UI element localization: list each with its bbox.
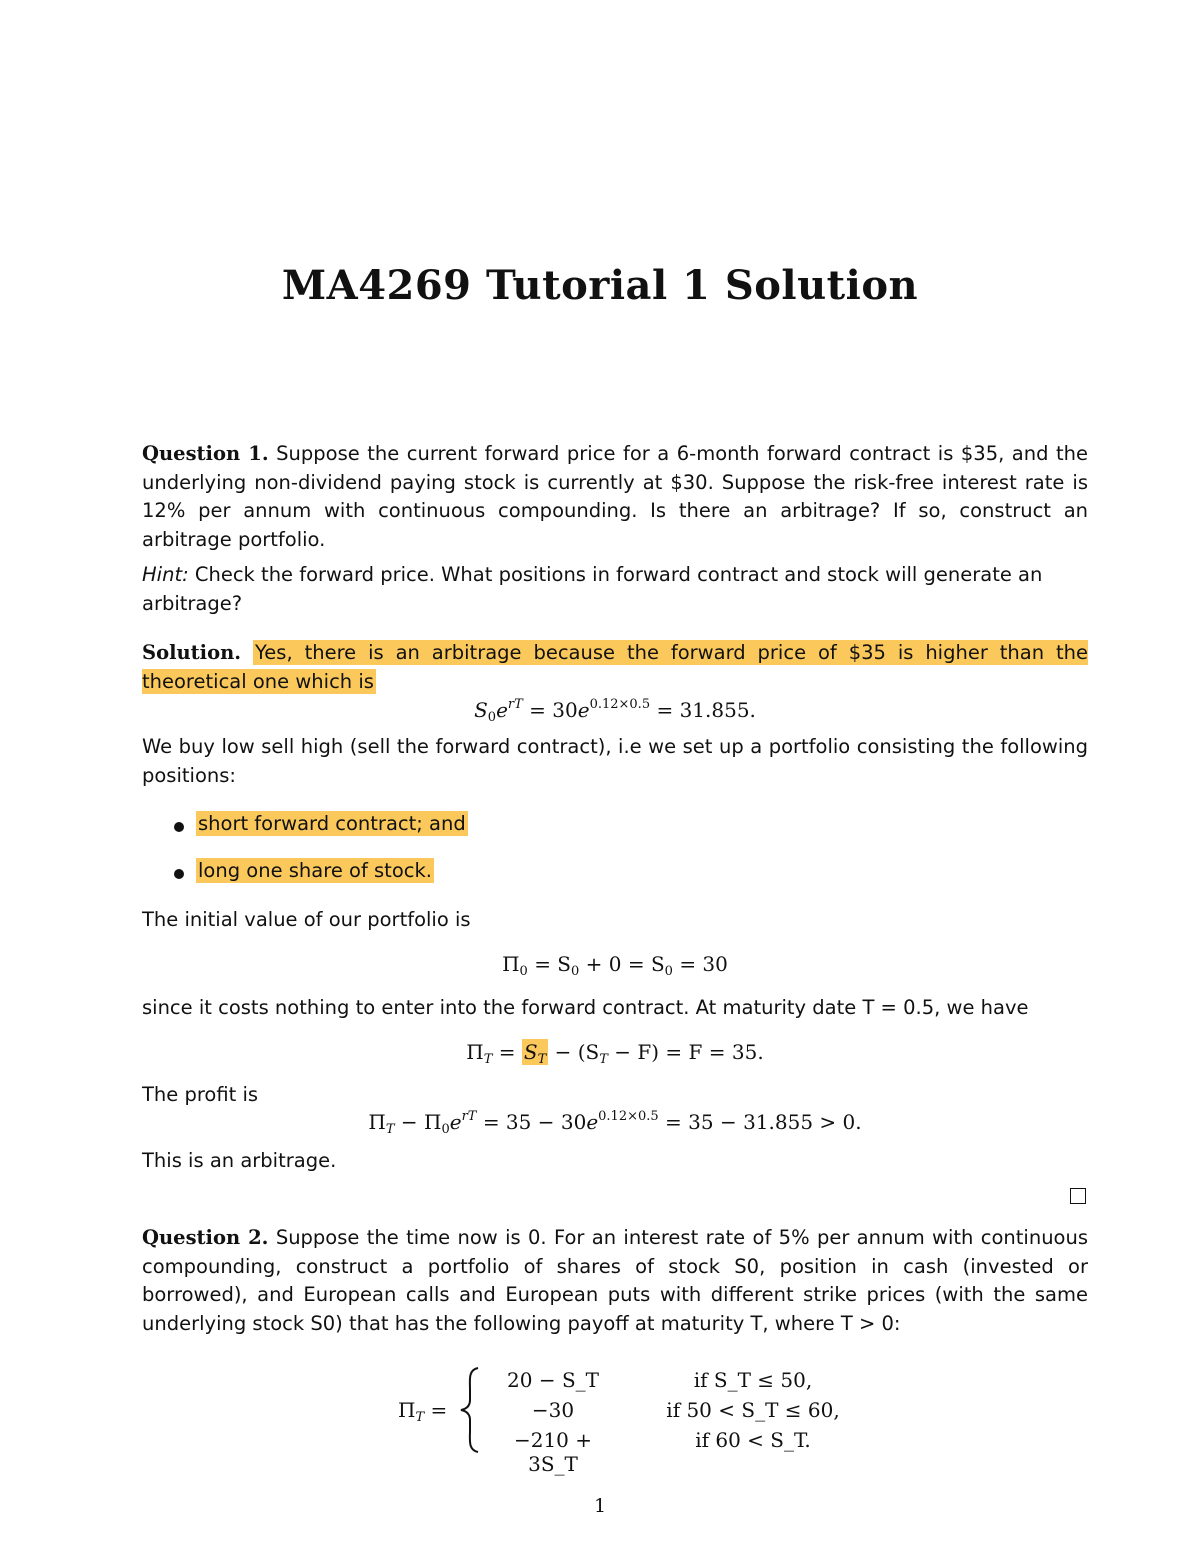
initial-value-text: The initial value of our portfolio is [142,908,471,931]
payoff-lhs: $\Pi_T$ = [398,1398,448,1425]
eq1-rhs: = 30 [529,698,578,722]
list-item [196,857,1088,886]
case-value: 20 − S_T [507,1368,599,1392]
list-item [196,810,1088,839]
solution-1-highlight: Yes, there is an arbitrage because the forward price of $35 is higher than the theoretical one which is [142,641,1089,693]
arbitrage-conclusion: This is an arbitrage. [142,1149,337,1172]
question-1-label: Question 1. [142,442,269,465]
bullet-icon [172,817,186,831]
question-2-label: Question 2. [142,1226,269,1249]
question-2 [142,1224,1088,1338]
case-condition: if S_T ≤ 50, [693,1368,813,1392]
case-value: −210 + 3S_T [513,1428,593,1476]
solution-1-label: Solution. [142,641,242,664]
hint-text: Check the forward price. What positions in forward contract and stock will generate an arbitrage? [142,563,1043,615]
hint-label: Hint: [142,563,189,586]
solution-1 [142,639,1088,696]
page-number: 1 [593,1495,607,1517]
eq1-result: = 31.855. [656,698,756,722]
question-1-text: Suppose the current forward price for a 6-month forward contract is $35, and the underlying non-dividend paying stock is currently at $30. Suppose the risk-free interest rate is 12% per annum with continuous compounding. Is there an arbitrage? If so, construct an arbitrage portfolio. [142,442,1089,551]
question-2-text: Suppose the time now is 0. For an interest rate of 5% per annum with continuous compounding, construct a portfolio of shares of stock S0, position in cash (invested or borrowed), and European calls and European puts with different strike prices (with the same underlying stock S0) that has the following payoff at maturity T, where T > 0: [142,1226,1089,1335]
bullet-1-text: short forward contract; and [198,812,466,835]
eq1-exponent: 0.12×0.5 [589,697,651,712]
question-1 [142,440,1088,554]
case-condition: if 60 < S_T. [695,1428,811,1452]
question-1-hint [142,561,1088,618]
page-title: MA4269 Tutorial 1 Solution [281,262,919,309]
equation-theoretical-price: $S_0e^{rT} = 30e^{0.12\times 0.5} = 31.855$. [474,697,756,725]
equation-profit: $\Pi_T - \Pi_0e^{rT} = 35 - 30e^{0.12\times 0.5} = 35 - 31.855 > 0$. [368,1109,862,1137]
maturity-text: since it costs nothing to enter into the forward contract. At maturity date T = 0.5, we have [142,996,1029,1019]
qed-square-icon [1070,1188,1086,1204]
case-condition: if 50 < S_T ≤ 60, [666,1398,840,1422]
left-brace-icon [458,1366,482,1454]
equation-maturity-value: $\Pi_T = S_T - (S_T - F) = F = 35$. [466,1040,764,1067]
solution-1-strategy: We buy low sell high (sell the forward contract), i.e we set up a portfolio consisting the following positions: [142,735,1088,787]
profit-text: The profit is [142,1083,259,1106]
case-value: −30 [531,1398,575,1422]
bullet-2-text: long one share of stock. [198,859,432,882]
bullet-icon [172,864,186,878]
equation-payoff-cases [398,1366,858,1476]
equation-initial-value: $\Pi_0 = S_0 + 0 = S_0 = 30$ [502,952,728,979]
